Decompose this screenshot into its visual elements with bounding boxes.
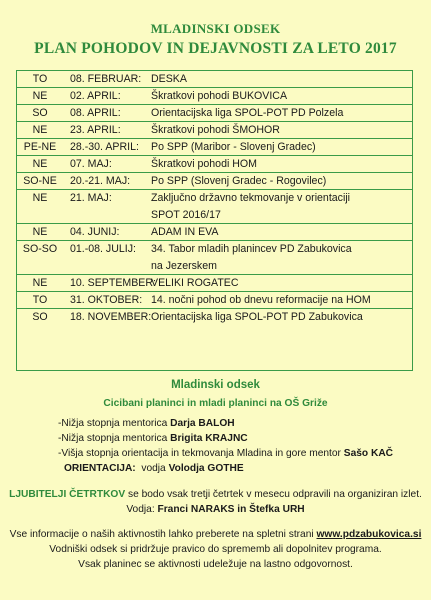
- schedule-row: [17, 139, 412, 156]
- schedule-day: NE: [32, 90, 48, 102]
- schedule-row: [17, 224, 412, 241]
- footer-line-2: Vodniški odsek si pridržuje pravico do sprememb ali dopolnitev programa.: [49, 544, 382, 555]
- schedule-day: SO: [32, 311, 48, 323]
- mentor-text: -Višja stopnja orientacija in tekmovanja Mladina in gore mentor: [58, 448, 344, 459]
- page-title: PLAN POHODOV IN DEJAVNOSTI ZA LETO 2017: [34, 40, 397, 57]
- orientation-label: ORIENTACIJA:: [64, 463, 136, 474]
- schedule-event-continued: na Jezerskem: [151, 260, 217, 272]
- footer-text: Vse informacije o naših aktivnostih lahko preberete na spletni strani: [9, 529, 317, 540]
- schedule-date: 02. APRIL:: [70, 90, 121, 102]
- ljubitelji-leader-line: [0, 504, 431, 515]
- mentor-name: Darja BALOH: [170, 418, 235, 429]
- schedule-row: [17, 122, 412, 139]
- schedule-row: [17, 292, 412, 309]
- schedule-event: 14. nočni pohod ob dnevu reformacije na HOM: [151, 294, 371, 306]
- mentor-text: -Nižja stopnja mentorica: [58, 418, 171, 429]
- schedule-day: SO: [32, 107, 48, 119]
- schedule-table: [16, 70, 413, 371]
- schedule-date: 31. OKTOBER:: [70, 294, 143, 306]
- footer-line-3: Vsak planinec se aktivnosti udeležuje na lastno odgovornost.: [78, 559, 353, 570]
- mentor-text: -Nižja stopnja mentorica: [58, 433, 171, 444]
- schedule-date: 08. APRIL:: [70, 107, 121, 119]
- schedule-event: Škratkovi pohodi BUKOVICA: [151, 90, 288, 102]
- mentor-name: Sašo KAČ: [343, 448, 394, 459]
- ljubitelji-leader-text: Vodja:: [126, 504, 158, 515]
- schedule-date: 10. SEPTEMBER:: [70, 277, 156, 289]
- schedule-date: 07. MAJ:: [70, 158, 112, 170]
- mentor-name: Brigita KRAJNC: [170, 433, 248, 444]
- schedule-day: PE-NE: [23, 141, 57, 153]
- ljubitelji-label: LJUBITELJI ČETRTKOV: [9, 489, 126, 500]
- schedule-event: DESKA: [151, 73, 187, 85]
- schedule-date: 28.-30. APRIL:: [70, 141, 139, 153]
- schedule-event: Orientacijska liga SPOL-POT PD Polzela: [151, 107, 344, 119]
- info-heading: Mladinski odsek: [171, 379, 260, 391]
- schedule-day: NE: [32, 192, 48, 204]
- schedule-day: NE: [32, 226, 48, 238]
- schedule-row: [17, 173, 412, 190]
- schedule-day: NE: [32, 158, 48, 170]
- schedule-day: TO: [32, 294, 48, 306]
- ljubitelji-text: se bodo vsak tretji četrtek v mesecu odpravili na organiziran izlet.: [125, 489, 422, 500]
- website-link[interactable]: www.pdzabukovica.si: [316, 529, 422, 540]
- schedule-event: Po SPP (Maribor - Slovenj Gradec): [151, 141, 316, 153]
- schedule-event: Po SPP (Slovenj Gradec - Rogovilec): [151, 175, 327, 187]
- footer-line-1: [0, 529, 431, 540]
- schedule-date: 08. FEBRUAR:: [70, 73, 142, 85]
- schedule-row: [17, 71, 412, 88]
- schedule-day: TO: [32, 73, 48, 85]
- schedule-day: SO-NE: [23, 175, 57, 187]
- schedule-row: [17, 190, 412, 224]
- schedule-date: 20.-21. MAJ:: [70, 175, 131, 187]
- orientation-text: vodja: [135, 463, 169, 474]
- ljubitelji-line: [0, 489, 431, 500]
- schedule-row: [17, 105, 412, 122]
- schedule-event: Orientacijska liga SPOL-POT PD Zabukovica: [151, 311, 363, 323]
- schedule-day: NE: [32, 277, 48, 289]
- schedule-date: 21. MAJ:: [70, 192, 112, 204]
- schedule-event: ADAM IN EVA: [151, 226, 219, 238]
- schedule-event: 34. Tabor mladih planincev PD Zabukovica: [151, 243, 352, 255]
- schedule-event: Zaključno državno tekmovanje v orientaciji: [151, 192, 351, 204]
- ljubitelji-leader-name: Franci NARAKS in Štefka URH: [157, 504, 305, 515]
- schedule-row: [17, 241, 412, 275]
- schedule-date: 23. APRIL:: [70, 124, 121, 136]
- schedule-row: [17, 309, 412, 325]
- schedule-day: SO-SO: [22, 243, 58, 255]
- info-subheading: Cicibani planinci in mladi planinci na OŠ Griže: [103, 398, 328, 409]
- schedule-event-continued: SPOT 2016/17: [151, 209, 221, 221]
- schedule-row: [17, 88, 412, 105]
- orientation-name: Volodja GOTHE: [168, 463, 244, 474]
- schedule-event: Škratkovi pohodi HOM: [151, 158, 257, 170]
- schedule-date: 18. NOVEMBER:: [70, 311, 152, 323]
- schedule-row: [17, 275, 412, 292]
- schedule-event: Škratkovi pohodi ŠMOHOR: [151, 124, 280, 136]
- schedule-date: 04. JUNIJ:: [70, 226, 120, 238]
- section-subtitle: MLADINSKI ODSEK: [150, 21, 281, 36]
- schedule-row: [17, 156, 412, 173]
- schedule-date: 01.-08. JULIJ:: [70, 243, 136, 255]
- schedule-event: VELIKI ROGATEC: [151, 277, 239, 289]
- schedule-day: NE: [32, 124, 48, 136]
